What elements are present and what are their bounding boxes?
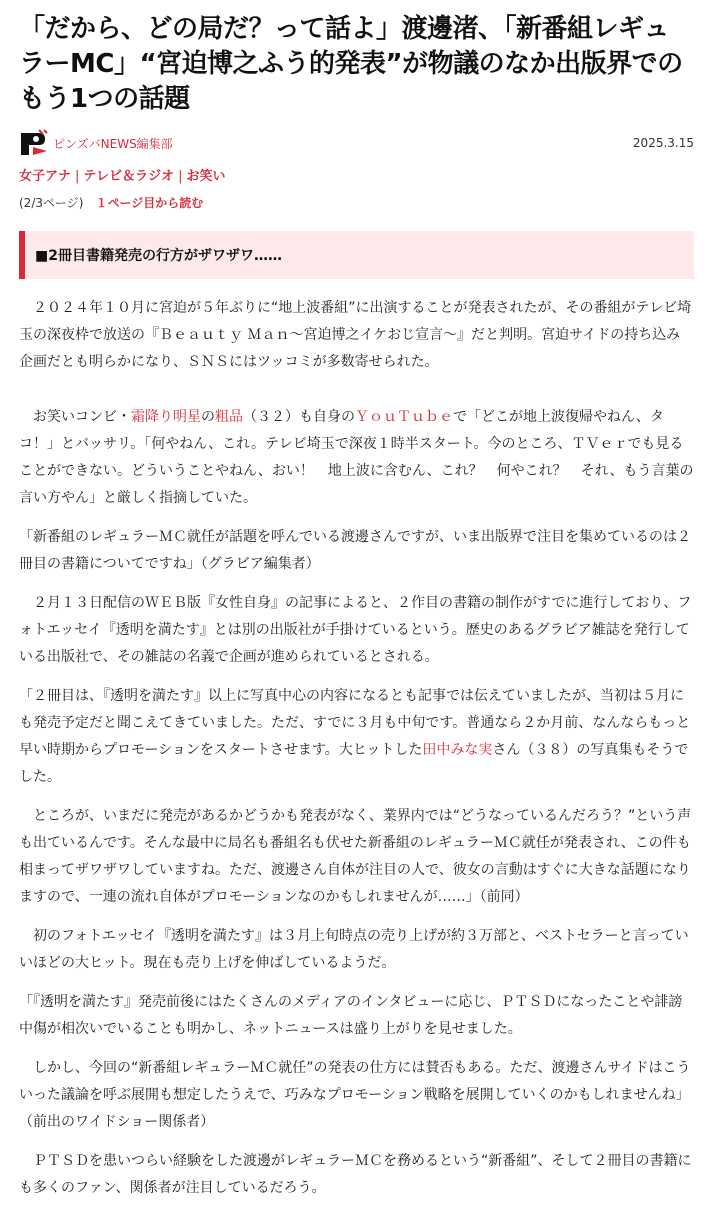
paragraph: 「『透明を満たす』発売前後にはたくさんのメディアのインタビューに応じ、ＰＴＳＤになったことや誹謗中傷が相次いでいることも明かし、ネットニュースは盛り上がりを見せました。 — [19, 994, 683, 1037]
paragraph-text: お笑いコンビ・ — [33, 409, 131, 425]
paragraph: ＰＴＳＤを患いつらい経験をした渡邊がレギュラーＭＣを務めるという“新番組”、そして２冊目の書籍にも多くのファン、関係者が注目しているだろう。 — [19, 1153, 692, 1196]
paragraph: 初のフォトエッセイ『透明を満たす』は３月上旬時点の売り上げが約３万部と、ベストセラーと言っていいほどの大ヒット。現在も売り上げを伸ばしているようだ。 — [19, 928, 689, 971]
paragraph: ところが、いまだに発売があるかどうかも発表がなく、業界内では“どうなっているんだろう？”という声も出ているんです。そんな最中に局名も番組名も伏せた新番組のレギュラーＭＣ就任が発表され、この件も相まってザワザワしていますね。ただ、渡邊さん自体が注目の人で、彼女の言動はすぐに大きな話題になりますので、一連の流れ自体がプロモーションなのかもしれませんが……」（前同） — [19, 808, 692, 905]
publish-date: 2025.3.15 — [632, 136, 694, 150]
pinzuba-logo[interactable] — [19, 129, 49, 157]
page-indicator: (2/3ページ) — [19, 196, 84, 210]
paragraph — [19, 404, 694, 512]
person-link-shimofuri[interactable]: 霜降り明星 — [131, 409, 201, 425]
paragraph: ２０２４年１０月に宮迫が５年ぶりに“地上波番組”に出演することが発表されたが、その番組がテレビ埼玉の深夜枠で放送の『Ｂｅａｕｔｙ Ｍａｎ～宮迫博之イケおじ宣言～』だと判明。宮迫サイドの持ち込み企画だとも明らかになり、ＳＮＳにはツッコミが多数寄せられた。 — [19, 300, 692, 370]
article-title: 「だから、どの局だ？って話よ」渡邊渚、「新番組レギュラーMC」“宮迫博之ふう的発表”が物議のなか出版界でのもう1つの話題 — [19, 14, 683, 114]
paragraph — [19, 683, 694, 791]
person-link-tanaka[interactable]: 田中みな実 — [422, 742, 493, 758]
tag-separator: | — [178, 169, 183, 184]
paragraph-text: の — [201, 409, 215, 425]
tag-link[interactable]: 女子アナ — [19, 169, 72, 184]
person-link-soshina[interactable]: 粗品 — [215, 409, 243, 425]
paragraph-text: で「どこが地上波復帰やねん、タコ！」とバッサリ。「何やねん、これ。テレビ埼玉で深夜１時半スタート。今のところ、ＴＶｅｒでも見ることができない。どういうことやねん、おい！ 地上波に含むん、これ？ 何やこれ？ それ、もう言葉の言い方やん」と厳しく指摘していた。 — [19, 409, 694, 506]
spacer — [19, 388, 694, 404]
first-page-link[interactable]: １ページ目から読む — [95, 196, 204, 210]
tag-separator: | — [75, 169, 80, 184]
author-link[interactable]: ピンズバNEWS編集部 — [53, 136, 173, 151]
paragraph: しかし、今回の“新番組レギュラーＭＣ就任”の発表の仕方には賛否もある。ただ、渡邊さんサイドはこういった議論を呼ぶ展開も想定したうえで、巧みなプロモーション戦略を展開していくのかもしれませんね」（前出のワイドショー関係者） — [19, 1060, 691, 1130]
category-tags — [19, 165, 694, 184]
paragraph-text: さん（３８）の写真集もそうでした。 — [19, 742, 689, 785]
pagination — [19, 194, 694, 211]
article-body — [19, 295, 694, 1202]
paragraph: ２月１３日配信のＷＥＢ版『女性自身』の記事によると、２作目の書籍の制作がすでに進行しており、フォトエッセイ『透明を満たす』とは別の出版社が手掛けているという。歴史のあるグラビア雑誌を発行している出版社で、その雑誌の名義で企画が進められているとされる。 — [19, 595, 692, 665]
tag-link[interactable]: お笑い — [186, 169, 226, 184]
byline — [19, 129, 694, 157]
section-heading: ■2冊目書籍発売の行方がザワザワ…… — [19, 231, 694, 279]
youtube-link[interactable]: ＹｏｕＴｕｂｅ — [355, 409, 453, 425]
paragraph: 「新番組のレギュラーＭＣ就任が話題を呼んでいる渡邊さんですが、いま出版界で注目を集めているのは２冊目の書籍についてですね」（グラビア編集者） — [19, 529, 691, 572]
paragraph-text: 「２冊目は、『透明を満たす』以上に写真中心の内容になるとも記事では伝えていましたが、当初は５月にも発売予定だと聞こえてきていました。ただ、すでに３月も中旬です。普通なら２か月前、なんならもっと早い時期からプロモーションをスタートさせます。大ヒットした — [19, 688, 691, 758]
tag-link[interactable]: テレビ＆ラジオ — [83, 169, 175, 184]
paragraph-text: （３２）も自身の — [243, 409, 355, 425]
